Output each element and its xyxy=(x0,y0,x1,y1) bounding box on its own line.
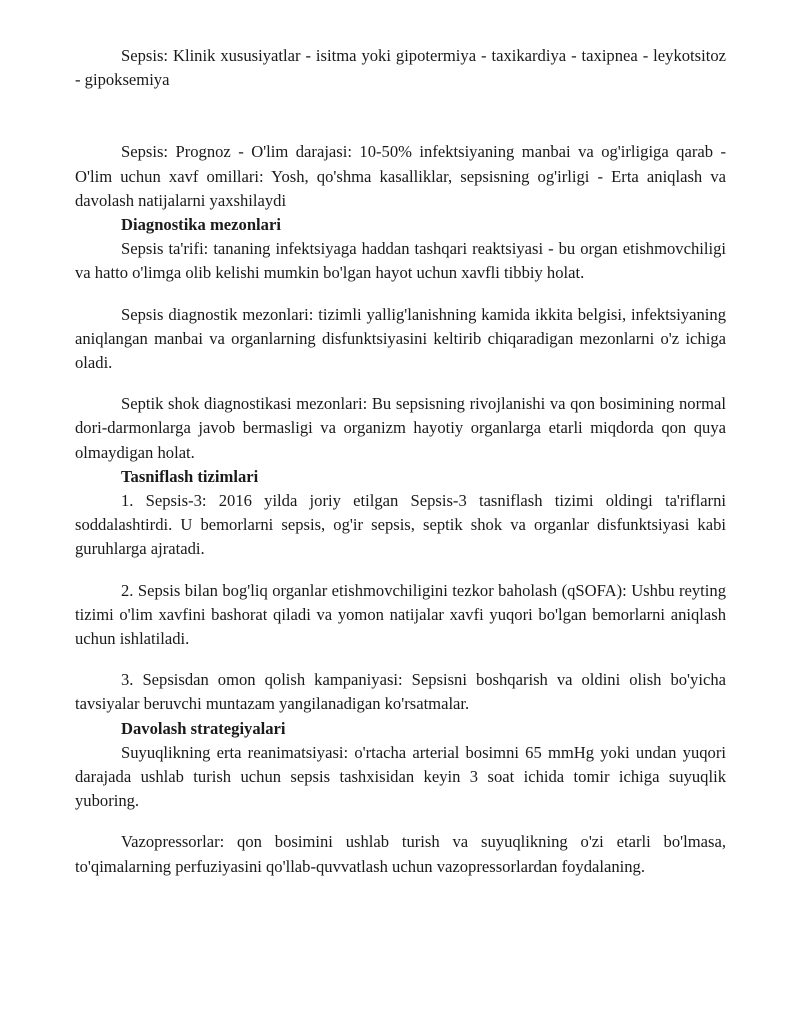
heading-diagnostika: Diagnostika mezonlari xyxy=(121,215,281,235)
paragraph-fluid-resuscitation: Suyuqlikning erta reanimatsiyasi: o'rtacha arterial bosimni 65 mmHg yoki undan yuqori darajada ushlab turish uchun sepsis tashxisidan keyin 3 soat ichida tomir ichiga suyuqlik yuboring. xyxy=(75,742,726,811)
paragraph-sepsis-definition: Sepsis ta'rifi: tananing infektsiyaga haddan tashqari reaktsiyasi - bu organ etishmovchiligi va hatto o'limga olib kelishi mumkin bo'lgan hayot uchun xavfli tibbiy holat. xyxy=(75,239,726,283)
paragraph-prognosis: Sepsis: Prognoz - O'lim darajasi: 10-50% infektsiyaning manbai va og'irligiga qarab - O'lim uchun xavf omillari: Yosh, qo'shma kasalliklar, sepsisning og'irligi - Erta aniqlash va davolash natijalarni yaxshilaydi xyxy=(75,142,726,210)
heading-davolash: Davolash strategiyalari xyxy=(121,718,286,738)
paragraph-surviving-sepsis: 3. Sepsisdan omon qolish kampaniyasi: Sepsisni boshqarish va oldini olish bo'yicha tavsiyalar beruvchi muntazam yangilanadigan ko'rsatmalar. xyxy=(75,670,726,714)
paragraph-vasopressors: Vazopressorlar: qon bosimini ushlab turish va suyuqlikning o'zi etarli bo'lmasa, to'qimalarning perfuziyasini qo'llab-quvvatlash uchun vazopressorlardan foydalaning. xyxy=(75,832,726,876)
paragraph-qsofa: 2. Sepsis bilan bog'liq organlar etishmovchiligini tezkor baholash (qSOFA): Ushbu reyting tizimi o'lim xavfini bashorat qiladi va yomon natijalar xavfi yuqori bo'lgan bemorlarni aniqlash uchun ishlatiladi. xyxy=(75,580,726,649)
paragraph-sepsis-3: 1. Sepsis-3: 2016 yilda joriy etilgan Sepsis-3 tasniflash tizimi oldingi ta'riflarni soddalashtirdi. U bemorlarni sepsis, og'ir sepsis, septik shok va organlar disfunktsiyasi kabi guruhlarga ajratadi. xyxy=(75,491,726,559)
document-page xyxy=(75,44,726,879)
paragraph-clinical-features: Sepsis: Klinik xususiyatlar - isitma yoki gipotermiya - taxikardiya - taxipnea - leykotsitoz - gipoksemiya xyxy=(75,46,726,90)
heading-tasniflash: Tasniflash tizimlari xyxy=(121,466,259,486)
paragraph-diagnostic-criteria: Sepsis diagnostik mezonlari: tizimli yallig'lanishning kamida ikkita belgisi, infektsiyaning aniqlangan manbai va organlarning disfunktsiyasini keltirib chiqaradigan mezonlarni o'z ichiga oladi. xyxy=(75,304,726,373)
paragraph-septic-shock-criteria: Septik shok diagnostikasi mezonlari: Bu sepsisning rivojlanishi va qon bosimining normal dori-darmonlarga javob bermasligi va organizm hayotiy organlarga etarli miqdorda qon quya olmaydigan holat. xyxy=(75,394,726,462)
